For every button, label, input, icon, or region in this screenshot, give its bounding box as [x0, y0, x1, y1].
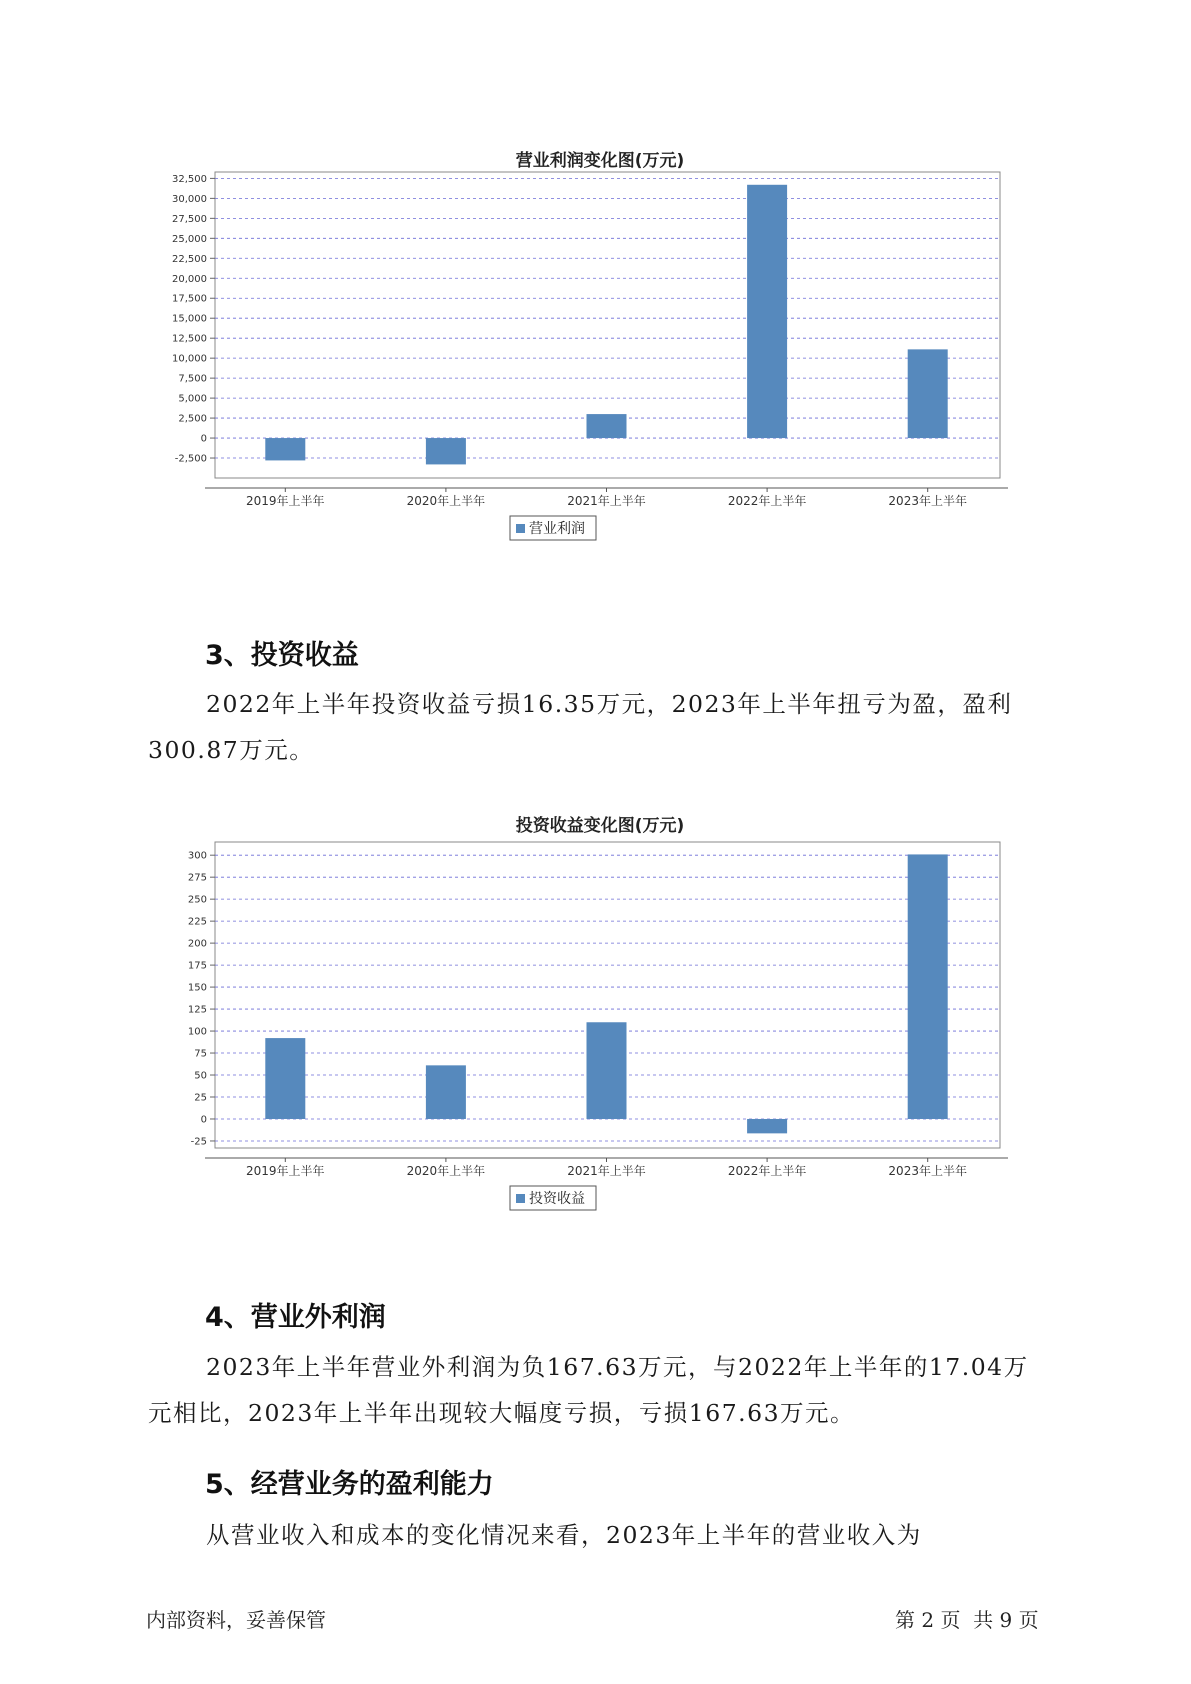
bar — [747, 185, 787, 438]
footer-confidential-note: 内部资料，妥善保管 — [146, 1608, 326, 1632]
y-tick-label: 225 — [187, 916, 207, 928]
y-tick-label: 25,000 — [172, 233, 207, 245]
y-tick-label: 2,500 — [178, 413, 207, 425]
y-tick-label: 50 — [194, 1070, 207, 1082]
y-tick-label: 30,000 — [172, 193, 207, 205]
legend-label: 营业利润 — [529, 521, 585, 537]
x-tick-label: 2022年上半年 — [727, 1164, 807, 1178]
y-tick-label: 275 — [187, 872, 207, 884]
y-tick-label: -2,500 — [174, 453, 207, 465]
y-tick-label: 7,500 — [178, 373, 207, 385]
x-tick-label: 2019年上半年 — [246, 1164, 325, 1178]
y-tick-label: -25 — [190, 1136, 207, 1148]
y-tick-label: 250 — [187, 894, 207, 906]
section5-para-line1: 从营业收入和成本的变化情况来看，2023年上半年的营业收入为 — [206, 1521, 922, 1549]
legend-label: 投资收益 — [529, 1191, 585, 1207]
section3-heading: 3、投资收益 — [205, 640, 359, 671]
bar — [908, 349, 948, 438]
x-tick-label: 2022年上半年 — [727, 494, 807, 508]
section4-para-line1: 2023年上半年营业外利润为负167.63万元，与2022年上半年的17.04万 — [206, 1353, 1029, 1381]
investment-income-chart — [150, 840, 1030, 1260]
legend-swatch — [516, 524, 525, 533]
y-tick-label: 12,500 — [172, 333, 207, 345]
y-tick-label: 150 — [187, 982, 207, 994]
legend — [510, 516, 596, 540]
y-tick-label: 32,500 — [172, 173, 207, 185]
y-tick-label: 0 — [200, 433, 207, 445]
bar — [426, 1065, 466, 1119]
y-tick-label: 300 — [187, 850, 207, 862]
footer-page-number: 第 2 页 共 9 页 — [895, 1608, 1039, 1632]
y-tick-label: 10,000 — [172, 353, 207, 365]
y-tick-label: 100 — [187, 1026, 207, 1038]
x-tick-label: 2020年上半年 — [406, 1164, 486, 1178]
section3-para-line2: 300.87万元。 — [148, 736, 315, 764]
section3-para-line1: 2022年上半年投资收益亏损16.35万元，2023年上半年扭亏为盈，盈利 — [206, 690, 1013, 718]
y-tick-label: 200 — [187, 938, 207, 950]
y-tick-label: 125 — [187, 1004, 207, 1016]
bar — [426, 438, 466, 464]
chart1-title: 营业利润变化图(万元) — [515, 151, 685, 171]
y-tick-label: 22,500 — [172, 253, 207, 265]
bar — [587, 1022, 627, 1119]
y-tick-label: 15,000 — [172, 313, 207, 325]
bar — [265, 438, 305, 460]
section4-heading: 4、营业外利润 — [205, 1302, 386, 1333]
y-tick-label: 5,000 — [178, 393, 207, 405]
y-tick-label: 17,500 — [172, 293, 207, 305]
y-tick-label: 75 — [194, 1048, 207, 1060]
x-tick-label: 2021年上半年 — [567, 1164, 646, 1178]
bar — [587, 414, 627, 438]
operating-profit-chart — [150, 170, 1030, 590]
bar — [747, 1119, 787, 1133]
bar — [908, 854, 948, 1119]
x-tick-label: 2023年上半年 — [888, 494, 967, 508]
y-tick-label: 175 — [187, 960, 207, 972]
legend — [510, 1186, 596, 1210]
x-tick-label: 2020年上半年 — [406, 494, 486, 508]
bar — [265, 1038, 305, 1119]
chart2-title: 投资收益变化图(万元) — [515, 816, 685, 836]
y-tick-label: 27,500 — [172, 213, 207, 225]
y-tick-label: 20,000 — [172, 273, 207, 285]
y-tick-label: 0 — [200, 1114, 207, 1126]
section4-para-line2: 元相比，2023年上半年出现较大幅度亏损，亏损167.63万元。 — [148, 1399, 856, 1427]
x-tick-label: 2023年上半年 — [888, 1164, 967, 1178]
x-tick-label: 2019年上半年 — [246, 494, 325, 508]
legend-swatch — [516, 1194, 525, 1203]
section5-heading: 5、经营业务的盈利能力 — [205, 1469, 494, 1500]
x-tick-label: 2021年上半年 — [567, 494, 646, 508]
y-tick-label: 25 — [194, 1092, 207, 1104]
